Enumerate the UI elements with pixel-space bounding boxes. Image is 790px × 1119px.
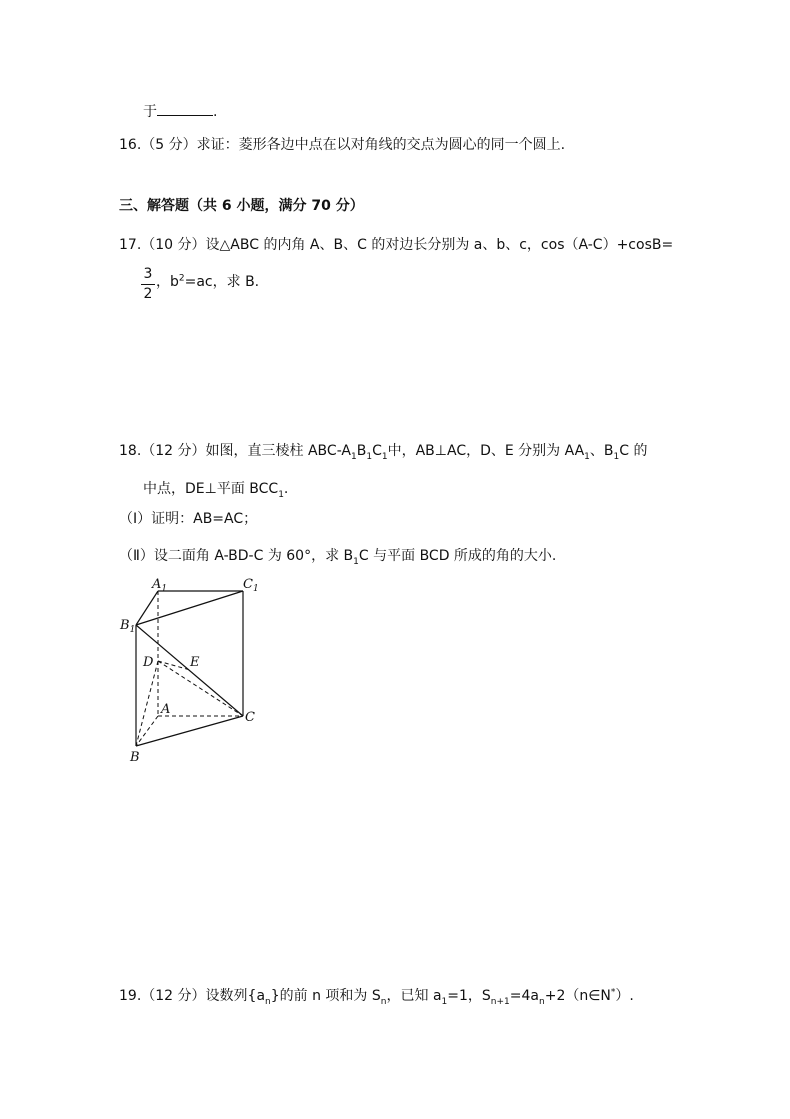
q19-text-e: =4a (509, 988, 539, 1004)
q19-score: （12 分） (141, 988, 206, 1004)
q17-sup: 2 (178, 273, 185, 284)
q17-score: （10 分） (141, 237, 206, 253)
q18-sub: 1 (353, 556, 359, 567)
fraction-three-halves (141, 266, 155, 303)
label-B: B (130, 750, 140, 765)
q18-score: （12 分） (141, 443, 206, 459)
prism-figure (118, 573, 268, 768)
question-17-line2 (156, 272, 259, 292)
q18-text-b: B (356, 443, 367, 459)
q18-line2-b: . (283, 481, 289, 497)
q18-sub: 1 (584, 451, 590, 462)
segment-DC-hidden (158, 661, 243, 716)
q18-text-c: C (372, 443, 382, 459)
q18-text-d: 中，AB⊥AC，D、E 分别为 AA (387, 443, 585, 459)
segment-DE-hidden (158, 661, 190, 670)
q19-text-a: 设数列{a (205, 988, 266, 1004)
q19-text-g: ）. (615, 988, 634, 1004)
section-heading: 三、解答题（共 6 小题，满分 70 分） (119, 198, 364, 214)
label-D: D (143, 655, 154, 670)
question-16 (119, 135, 565, 155)
q18-number: 18. (119, 443, 142, 459)
q18-sub: 1 (381, 451, 388, 462)
label-B1: $B_1$ (120, 618, 136, 635)
q17-line2-b: =ac，求 B. (184, 274, 260, 290)
edge-B1C1 (136, 591, 243, 625)
label-E: E (190, 655, 200, 670)
question-19 (119, 986, 634, 1006)
fraction-denominator: 2 (143, 286, 153, 302)
q16-score: （5 分） (141, 137, 197, 153)
label-C1: $C_1$ (243, 577, 259, 594)
q18-line2-a: 中点，DE⊥平面 BCC (143, 481, 279, 497)
q15-suffix: . (213, 104, 218, 120)
q19-sub: n+1 (490, 996, 510, 1007)
q15-prefix: 于 (143, 104, 157, 120)
label-A1: $A_1$ (152, 577, 168, 594)
q19-sup: * (610, 987, 616, 998)
label-C: C (245, 710, 255, 725)
edge-AB-hidden (136, 716, 158, 746)
q19-sub: n (380, 996, 387, 1007)
edge-BC (136, 716, 243, 746)
q18-text-e: 、B (589, 443, 614, 459)
q18-sub: 1 (351, 451, 357, 462)
q18-part2-a: （Ⅱ）设二面角 A-BD-C 为 60°，求 B (119, 548, 354, 564)
question-18-part2 (119, 546, 556, 566)
question-18-line1 (119, 441, 647, 461)
q19-text-d: =1，S (447, 988, 491, 1004)
question-17-line1 (119, 235, 673, 255)
q17-line2-a: ，b (156, 274, 179, 290)
q19-text-b: }的前 n 项和为 S (270, 988, 381, 1004)
q17-number: 17. (119, 237, 142, 253)
edge-A1B1 (136, 591, 158, 625)
segment-B1C (136, 625, 243, 716)
question-18-line2 (143, 479, 288, 499)
segment-DB-hidden (136, 661, 158, 746)
q19-text-c: ，已知 a (386, 988, 442, 1004)
q18-text-a: 如图，直三棱柱 ABC-A (205, 443, 352, 459)
q18-sub: 1 (278, 489, 284, 500)
q19-number: 19. (119, 988, 142, 1004)
q19-text-f: +2（n∈N (544, 988, 611, 1004)
q16-number: 16. (119, 137, 142, 153)
q17-text: 设△ABC 的内角 A、B、C 的对边长分别为 a、b、c，cos（A-C）+cosB= (205, 237, 674, 253)
q18-sub: 1 (613, 451, 620, 462)
fraction-numerator: 3 (143, 266, 153, 282)
q18-part2-b: C 与平面 BCD 所成的角的大小. (358, 548, 557, 564)
q19-sub: 1 (441, 996, 448, 1007)
q18-text-f: C 的 (619, 443, 648, 459)
fraction-bar (141, 284, 155, 285)
question-18-part1: （Ⅰ）证明：AB=AC； (119, 511, 258, 527)
q19-sub: n (265, 996, 271, 1007)
q18-sub: 1 (366, 451, 373, 462)
q16-text: 求证：菱形各边中点在以对角线的交点为圆心的同一个圆上. (196, 137, 566, 153)
answer-blank (157, 101, 213, 116)
q15-tail (143, 101, 217, 122)
q19-sub: n (539, 996, 545, 1007)
label-A: A (161, 702, 171, 717)
